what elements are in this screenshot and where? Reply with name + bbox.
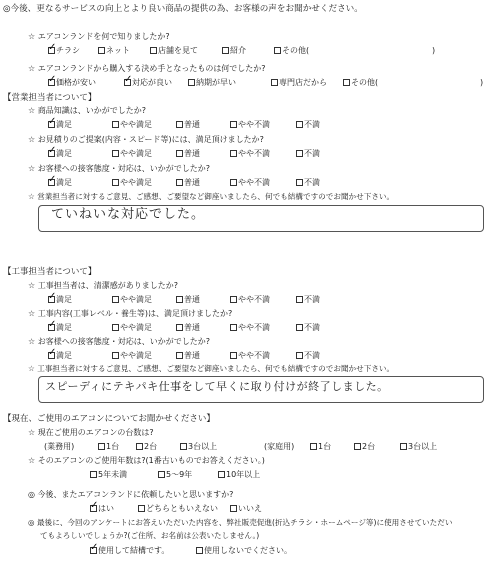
checkbox[interactable] [180,443,187,450]
rating-somewhat-satisfied[interactable]: やや満足 [112,149,152,159]
checkbox[interactable] [230,179,237,186]
business-3plus-units[interactable]: 3台以上 [180,442,217,452]
checkbox[interactable] [176,296,183,303]
option-other[interactable]: その他( [274,46,309,56]
section-sales-head: 【営業担当者について】 [3,93,97,103]
rating-dissatisfied[interactable]: 不満 [296,295,320,305]
rating-satisfied[interactable]: ✓満足 [48,351,72,361]
option-yes[interactable]: ✓はい [90,504,114,514]
checkbox[interactable] [296,352,303,359]
rating-dissatisfied[interactable]: 不満 [296,178,320,188]
checkbox[interactable] [48,121,55,128]
rating-somewhat-dissatisfied[interactable]: やや不満 [230,149,270,159]
rating-somewhat-satisfied[interactable]: やや満足 [112,295,152,305]
home-2-units[interactable]: 2台 [354,442,375,452]
option-store[interactable]: 店舗を見て [150,46,198,56]
checkbox[interactable] [90,505,97,512]
rating-somewhat-satisfied[interactable]: やや満足 [112,323,152,333]
years-5-9[interactable]: 5〜9年 [158,470,192,480]
question-product-knowledge: ☆ 商品知識は、いかがでしたか? [28,106,146,115]
option-good-service[interactable]: ✓ 対応が良い [124,78,172,88]
sales-comment-box[interactable] [38,205,484,232]
option-permit-use[interactable]: ✓使用して結構です。 [90,546,169,556]
work-comment-text: スピーディにテキパキ仕事をして早くに取り付けが終了しました。 [45,380,389,393]
checkbox[interactable] [296,179,303,186]
rating-satisfied[interactable]: ✓満足 [48,120,72,130]
rating-somewhat-satisfied[interactable]: やや満足 [112,178,152,188]
rating-satisfied[interactable]: ✓満足 [48,323,72,333]
checkbox[interactable] [354,443,361,450]
question-sales-attitude: ☆ お客様への接客態度・対応は、いかがでしたか? [28,164,210,173]
question-sales-comments: ☆ 営業担当者に対するご意見、ご感想、ご要望など御座いましたら、何でも結構ですのでお聞かせ下さい。 [28,192,395,201]
home-3plus-units[interactable]: 3台以上 [400,442,437,452]
business-2-units[interactable]: 2台 [136,442,157,452]
checkbox[interactable] [400,443,407,450]
rating-somewhat-satisfied[interactable]: やや満足 [112,351,152,361]
checkbox[interactable] [48,150,55,157]
checkbox[interactable] [112,121,119,128]
checkbox[interactable] [98,443,105,450]
checkbox[interactable] [274,47,281,54]
question-usage-permission-2: てもよろしいでしょうか?(ご住所、お名前は公表いたしません。) [40,531,260,540]
years-10-plus[interactable]: 10年以上 [218,470,260,480]
checkbox[interactable] [296,150,303,157]
option-deny-use[interactable]: 使用しないでください。 [196,546,292,556]
label-business-use: (業務用) [44,442,75,451]
option-flyer[interactable]: ✓チラシ [48,46,80,56]
checkbox[interactable] [271,79,278,86]
rating-neutral[interactable]: 普通 [176,323,200,333]
paren-close: ) [432,46,436,55]
rating-satisfied[interactable]: ✓満足 [48,295,72,305]
question-work-quality: ☆ 工事内容(工事レベル・養生等)は、満足頂けましたか? [28,309,233,318]
rating-dissatisfied[interactable]: 不満 [296,149,320,159]
rating-somewhat-dissatisfied[interactable]: やや不満 [230,178,270,188]
checkbox[interactable] [48,79,55,86]
section-work-head: 【工事担当者について】 [3,267,97,277]
rating-somewhat-dissatisfied[interactable]: やや不満 [230,351,270,361]
question-years-used: ☆ そのエアコンのご使用年数は?(1番古いものでお答えください。) [28,456,265,465]
rating-somewhat-dissatisfied[interactable]: やや不満 [230,120,270,130]
question-usage-permission: ◎ 最後に、今回のアンケートにお答えいただいた内容を、弊社販売促進(折込チラシ・ホームページ等)に使用させていただい [28,518,453,527]
work-comment-box[interactable] [38,376,484,403]
checkbox[interactable] [310,443,317,450]
checkbox[interactable] [112,179,119,186]
checkbox[interactable] [112,324,119,331]
checkbox[interactable] [176,352,183,359]
rating-neutral[interactable]: 普通 [176,120,200,130]
option-cheap[interactable]: ✓価格が安い [48,78,96,88]
checkbox[interactable] [176,324,183,331]
rating-neutral[interactable]: 普通 [176,351,200,361]
checkbox[interactable] [230,296,237,303]
option-referral[interactable]: 紹介 [222,46,246,56]
paren-close: ) [480,78,484,87]
checkbox[interactable] [124,79,131,86]
checkbox[interactable] [296,121,303,128]
checkbox[interactable] [112,150,119,157]
checkbox[interactable] [176,121,183,128]
checkbox[interactable] [158,471,165,478]
checkbox[interactable] [188,79,195,86]
checkbox[interactable] [343,79,350,86]
question-estimate-proposal: ☆ お見積りのご提案(内容・スピード等)には、満足頂けましたか? [28,135,264,144]
checkbox[interactable] [150,47,157,54]
rating-neutral[interactable]: 普通 [176,149,200,159]
checkbox[interactable] [218,471,225,478]
section-current-head: 【現在、ご使用のエアコンについてお聞かせください】 [3,414,215,424]
business-1-unit[interactable]: 1台 [98,442,119,452]
sales-comment-text: ていねいな対応でした。 [51,207,206,222]
checkbox[interactable] [48,352,55,359]
checkbox[interactable] [48,47,55,54]
checkbox[interactable] [296,296,303,303]
question-how-known: ☆ エアコンランドを何で知りましたか? [28,32,170,41]
option-fast-delivery[interactable]: 納期が早い [188,78,236,88]
checkbox[interactable] [176,150,183,157]
checkbox[interactable] [222,47,229,54]
home-1-unit[interactable]: 1台 [310,442,331,452]
question-work-comments: ☆ 工事担当者に対するご意見、ご感想、ご要望など御座いましたら、何でも結構ですのでお聞かせ下さい。 [28,364,395,373]
checkbox[interactable] [112,352,119,359]
rating-neutral[interactable]: 普通 [176,295,200,305]
checkbox[interactable] [48,324,55,331]
checkbox[interactable] [48,296,55,303]
checkbox[interactable] [230,324,237,331]
rating-somewhat-satisfied[interactable]: やや満足 [112,120,152,130]
question-unit-count: ☆ 現在ご使用のエアコンの台数は? [28,428,154,437]
survey-intro: ◎今後、更なるサービスの向上とより良い商品の提供の為、お客様の声をお聞かせください。 [3,4,363,14]
question-work-attitude: ☆ お客様への接客態度・対応は、いかがでしたか? [28,337,210,346]
years-under-5[interactable]: 5年未満 [90,470,127,480]
checkbox[interactable] [48,179,55,186]
question-request-again: ◎ 今後、またエアコンランドに依頼したいと思いますか? [28,490,234,499]
checkbox[interactable] [90,547,97,554]
checkbox[interactable] [230,505,237,512]
checkbox[interactable] [230,150,237,157]
option-other-2[interactable]: その他( [343,78,378,88]
checkbox[interactable] [196,547,203,554]
rating-satisfied[interactable]: ✓満足 [48,149,72,159]
option-no[interactable]: いいえ [230,504,262,514]
checkbox[interactable] [138,505,145,512]
rating-dissatisfied[interactable]: 不満 [296,323,320,333]
checkbox[interactable] [296,324,303,331]
rating-somewhat-dissatisfied[interactable]: やや不満 [230,295,270,305]
checkbox[interactable] [136,443,143,450]
checkbox[interactable] [230,352,237,359]
option-internet[interactable]: ネット [98,46,130,56]
checkbox[interactable] [112,296,119,303]
rating-neutral[interactable]: 普通 [176,178,200,188]
checkbox[interactable] [90,471,97,478]
rating-dissatisfied[interactable]: 不満 [296,120,320,130]
option-specialist[interactable]: 専門店だから [271,78,327,88]
checkbox[interactable] [98,47,105,54]
rating-somewhat-dissatisfied[interactable]: やや不満 [230,323,270,333]
rating-satisfied[interactable]: ✓満足 [48,178,72,188]
checkbox[interactable] [176,179,183,186]
question-cleanliness: ☆ 工事担当者は、清潔感がありましたか? [28,281,178,290]
label-home-use: (家庭用) [264,442,295,451]
rating-dissatisfied[interactable]: 不満 [296,351,320,361]
checkbox[interactable] [230,121,237,128]
question-deciding-factor: ☆ エアコンランドから購入する決め手となったものは何でしたか? [28,64,266,73]
option-neither[interactable]: どちらともいえない [138,504,218,514]
